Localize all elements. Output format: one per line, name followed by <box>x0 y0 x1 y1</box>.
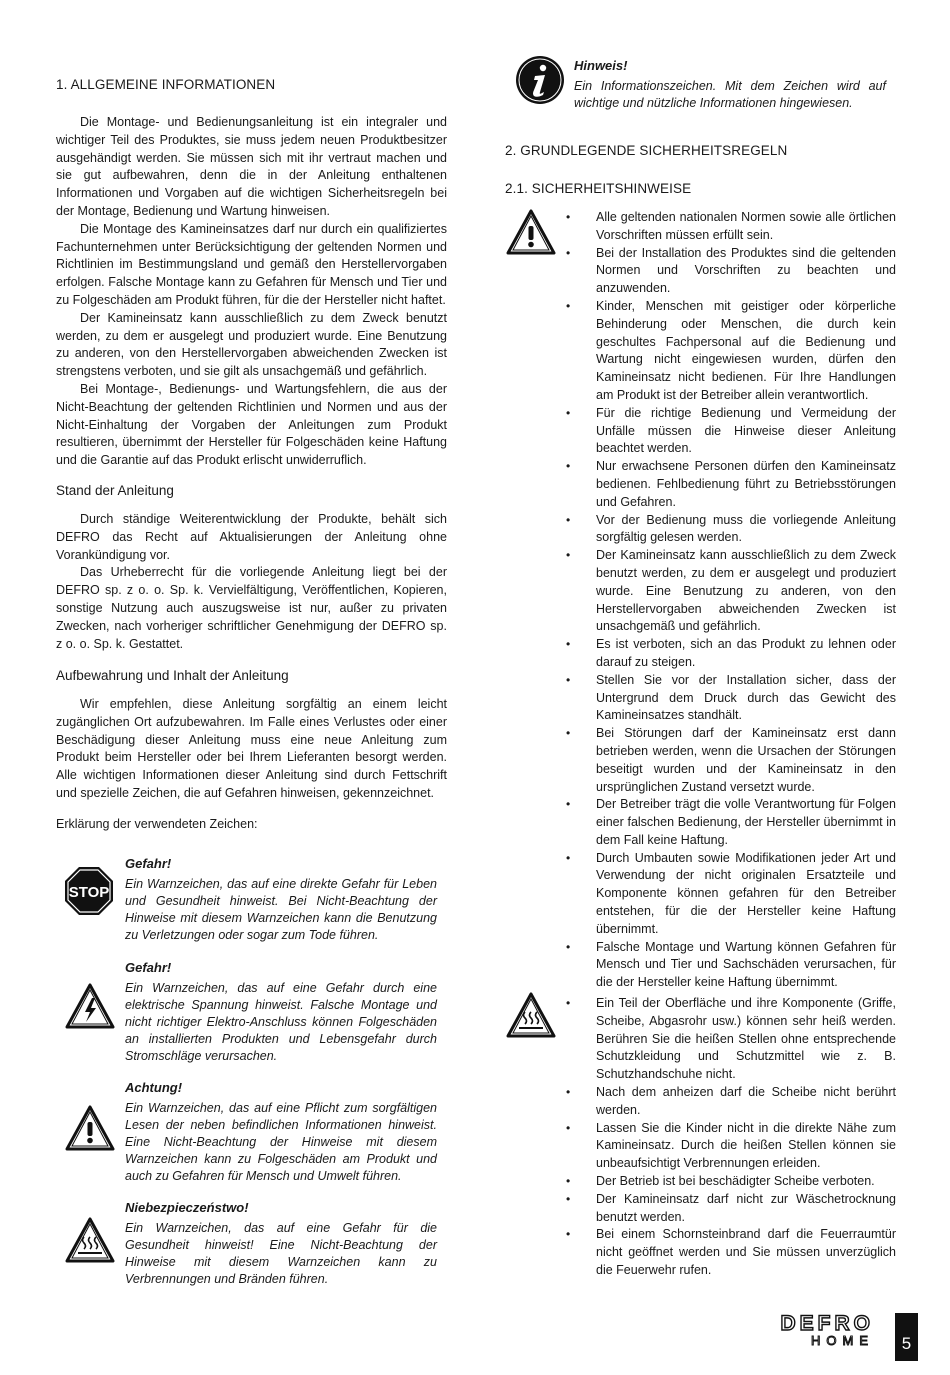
list-item: • Bei der Installation des Produktes sind die geltenden Normen und Vorschriften zu beachten und anzuwenden. <box>596 245 896 298</box>
aufbewahrung-paragraph: Wir empfehlen, diese Anleitung sorgfältig an einem leicht zugänglichen Ort aufzubewahren. Im Falle eines Verlustes oder einer Beschädigung dieser Anleitung muss eine neue Anleitung zum Produkt beim Hersteller oder bei Ihrem Lieferanten besorgt werden. Alle wichtigen Informationen dieser Anleitung sind durch Fettschrift und spezielle Zeichen, die auf Gefahren hinweisen, gekennzeichnet. <box>56 697 447 800</box>
list-item: • Für die richtige Bedienung und Vermeidung der Unfälle müssen die Hinweise dieser Anleitung beachtet werden. <box>596 405 896 458</box>
sign-text: Ein Warnzeichen, das auf eine Gefahr durch eine elektrische Spannung hinweist. Falsche Montage und nicht richtiger Elektro-Anschluss können Folgeschäden an installierten Produkten und Lebensgefahr durch Stromschläge verursachen. <box>125 981 437 1063</box>
list-item: • Der Betreiber trägt die volle Verantwortung für Folgen einer falschen Bedienung, der Hersteller übernimmt in dem Fall keine Haftung. <box>596 796 896 849</box>
hint-text: Ein Informationszeichen. Mit dem Zeichen wird auf wichtige und nützliche Informationen hingewiesen. <box>574 79 886 110</box>
intro-paragraph: Die Montage des Kamineinsatzes darf nur durch ein qualifiziertes Fachunternehmen unter Berücksichtigung der geltenden Normen und Richtlinien im Bestimmungsland und gemäß den Herstellervorgaben erfolgen. Falsche Montage kann zu Gefahren für Mensch und Tier und zu Folgeschäden am Produkt führen, für die der Hersteller nicht haftet. <box>56 221 447 307</box>
warning-sign-description <box>125 1079 437 1185</box>
stop-sign-icon <box>64 866 114 916</box>
list-item: • Ein Teil der Oberfläche und ihre Komponente (Griffe, Scheibe, Abgasrohr usw.) können sehr heiß werden. Berühren Sie die heißen Stellen ohne entsprechende Schutzkleidung und Schutzmittel wie z. B. Schutzhandschuhe nicht. <box>596 995 896 1084</box>
sign-title: Niebezpieczeństwo! <box>125 1200 249 1215</box>
electric-sign-description <box>125 959 437 1065</box>
stand-paragraph: Das Urheberrecht für die vorliegende Anleitung liegt bei der DEFRO sp. z o. o. Sp. k. Vervielfältigung, Veröffentlichen, Kopieren, sonstige Nutzung auch auszugsweise ist nur, außer zu privaten Zwecken, nach vorheriger schriftlicher Genehmigung der DEFRO sp. z o. o. Sp. k. Gestattet. <box>56 565 447 651</box>
signs-intro-text: Erklärung der verwendeten Zeichen: <box>56 817 258 831</box>
section-2-1-title: 2.1. SICHERHEITSHINWEISE <box>505 181 692 196</box>
hot-sign-description <box>125 1199 437 1288</box>
sign-title: Achtung! <box>125 1080 183 1095</box>
stand-text <box>56 511 447 653</box>
list-item: • Kinder, Menschen mit geistiger oder körperliche Behinderung oder Menschen, die durch kein geschultes Fachpersonal auf die Bedienung und Wartung nicht eingewiesen wurden, dürfen den Kamineinsatz nicht bedienen. Für Ihre Handlungen am Produkt ist der Betreiber allein verantwortlich. <box>596 298 896 405</box>
aufbewahrung-text <box>56 696 447 803</box>
logo-defro-text: DEFRO <box>780 1312 874 1335</box>
list-item: • Alle geltenden nationalen Normen sowie alle örtlichen Vorschriften müssen erfüllt sein. <box>596 209 896 245</box>
warning-exclamation-icon <box>506 209 556 255</box>
list-item: • Der Betrieb ist bei beschädigter Scheibe verboten. <box>596 1173 896 1191</box>
intro-paragraph: Der Kamineinsatz kann ausschließlich zu dem Zweck benutzt werden, zu dem er ausgelegt und produziert wurde. Eine Benutzung zu anderen, von den Herstellervorgaben abweichenden Zwecken ist strengstens verboten, und sie gilt als unsachgemäß und gefährlich. <box>56 310 447 379</box>
logo-home-text: HOME <box>811 1333 874 1348</box>
page-number: 5 <box>895 1313 918 1361</box>
list-item: • Lassen Sie die Kinder nicht in die direkte Nähe zum Kamineinsatz. Durch die heißen Stellen können sie unbeaufsichtigt Verbrennungen erleiden. <box>596 1120 896 1173</box>
info-icon <box>515 55 565 105</box>
list-item: • Durch Umbauten sowie Modifikationen jeder Art und Verwendung der nicht originalen Ersatzteile und Komponente können gefahren für den Betreiber entstehen, für die der Hersteller keine Haftung übernimmt. <box>596 850 896 939</box>
list-item: • Bei einem Schornsteinbrand darf die Feuerraumtür nicht geöffnet werden und Sie müssen unverzüglich die Feuerwehr rufen. <box>596 1226 896 1279</box>
warning-exclamation-icon <box>65 1105 115 1151</box>
intro-paragraph: Die Montage- und Bedienungsanleitung ist ein integraler und wichtiger Teil des Produktes, sie muss jedem neuen Produktbesitzer ausgehändigt werden. Sie müssen sich mit ihr vertraut machen und sie gut aufbewahren, denn die in der Anleitung enthaltenen Informationen und Vorgaben auf die wichtigen Sicherheitsregeln bei der Montage, Bedienung und Wartung hinweisen. <box>56 115 447 218</box>
list-item: • Es ist verboten, sich an das Produkt zu lehnen oder darauf zu steigen. <box>596 636 896 672</box>
list-item: • Der Kamineinsatz darf nicht zur Wäschetrocknung benutzt werden. <box>596 1191 896 1227</box>
hint-title: Hinweis! <box>574 58 628 73</box>
defro-home-logo <box>696 1310 876 1350</box>
section-1-title: 1. ALLGEMEINE INFORMATIONEN <box>56 77 276 92</box>
signs-intro <box>56 816 447 834</box>
hint-description <box>574 57 886 112</box>
hot-surface-icon <box>65 1217 115 1263</box>
sign-text: Ein Warnzeichen, das auf eine Gefahr für die Gesundheit hinweist! Eine Nicht-Beachtung der Hinweise mit diesem Warnzeichen kann zu Verbrennungen und Bränden führen. <box>125 1221 437 1286</box>
sign-text: Ein Warnzeichen, das auf eine direkte Gefahr für Leben und Gesundheit hinweist. Bei Nicht-Beachtung der Hinweise mit diesem Warnzeichen kann die Benutzung zu Verletzungen oder sogar zum Tode führen. <box>125 877 437 942</box>
list-item: • Nur erwachsene Personen dürfen den Kamineinsatz bedienen. Fehlbedienung führt zu Betriebsstörungen und Gefahren. <box>596 458 896 511</box>
hot-surface-bullet-list <box>596 995 896 1280</box>
list-item: • Stellen Sie vor der Installation sicher, dass der Untergrund dem Druck durch das Gewicht des Kamineinsatzes standhält. <box>596 672 896 725</box>
safety-bullet-list <box>596 209 896 992</box>
list-item: • Falsche Montage und Wartung können Gefahren für Mensch und Tier und Sachschäden verursachen, für die der Hersteller keine Haftung übernimmt. <box>596 939 896 992</box>
electric-hazard-icon <box>65 983 115 1029</box>
sign-title: Gefahr! <box>125 960 172 975</box>
stand-paragraph: Durch ständige Weiterentwicklung der Produkte, behält sich DEFRO das Recht auf Aktualisierungen der Anleitung ohne Vorankündigung vor. <box>56 512 447 562</box>
intro-paragraph: Bei Montage-, Bedienungs- und Wartungsfehlern, die aus der Nicht-Beachtung der geltenden Richtlinien und Normen und aus der Nicht-Einhaltung der Vorgaben der Anleitungen zum Produkt resultieren, übernimmt der Hersteller für Folgeschäden keine Haftung und die Garantie auf das Produkt erlischt unwiderruflich. <box>56 381 447 468</box>
svg-text:STOP: STOP <box>68 884 110 901</box>
stop-sign-description <box>125 855 437 944</box>
stand-title: Stand der Anleitung <box>56 483 174 498</box>
list-item: • Nach dem anheizen darf die Scheibe nicht berührt werden. <box>596 1084 896 1120</box>
section-2-title: 2. GRUNDLEGENDE SICHERHEITSREGELN <box>505 143 788 158</box>
hot-surface-icon <box>506 992 556 1038</box>
list-item: • Der Kamineinsatz kann ausschließlich zu dem Zweck benutzt werden, zu dem er ausgelegt und produziert wurde. Eine Benutzung zu anderen, von den Herstellervorgaben abweichenden Zwecken ist unsachgemäß und gefährlich. <box>596 547 896 636</box>
aufbewahrung-title: Aufbewahrung und Inhalt der Anleitung <box>56 668 289 683</box>
sign-title: Gefahr! <box>125 856 172 871</box>
list-item: • Bei Störungen darf der Kamineinsatz erst dann betrieben werden, wenn die Ursachen der Störungen beseitigt wurden und der Kamineinsatz in den ursprünglichen Zustand versetzt wurde. <box>596 725 896 796</box>
sign-text: Ein Warnzeichen, das auf eine Pflicht zum sorgfältigen Lesen der neben befindlichen Informationen hinweist. Eine Nicht-Beachtung der Hinweise mit diesem Warnzeichen kann zu Folgeschäden am Produkt und auch zu Gefahren für Mensch und Umwelt führen. <box>125 1101 437 1183</box>
intro-text <box>56 114 447 470</box>
list-item: • Vor der Bedienung muss die vorliegende Anleitung sorgfältig gelesen werden. <box>596 512 896 548</box>
